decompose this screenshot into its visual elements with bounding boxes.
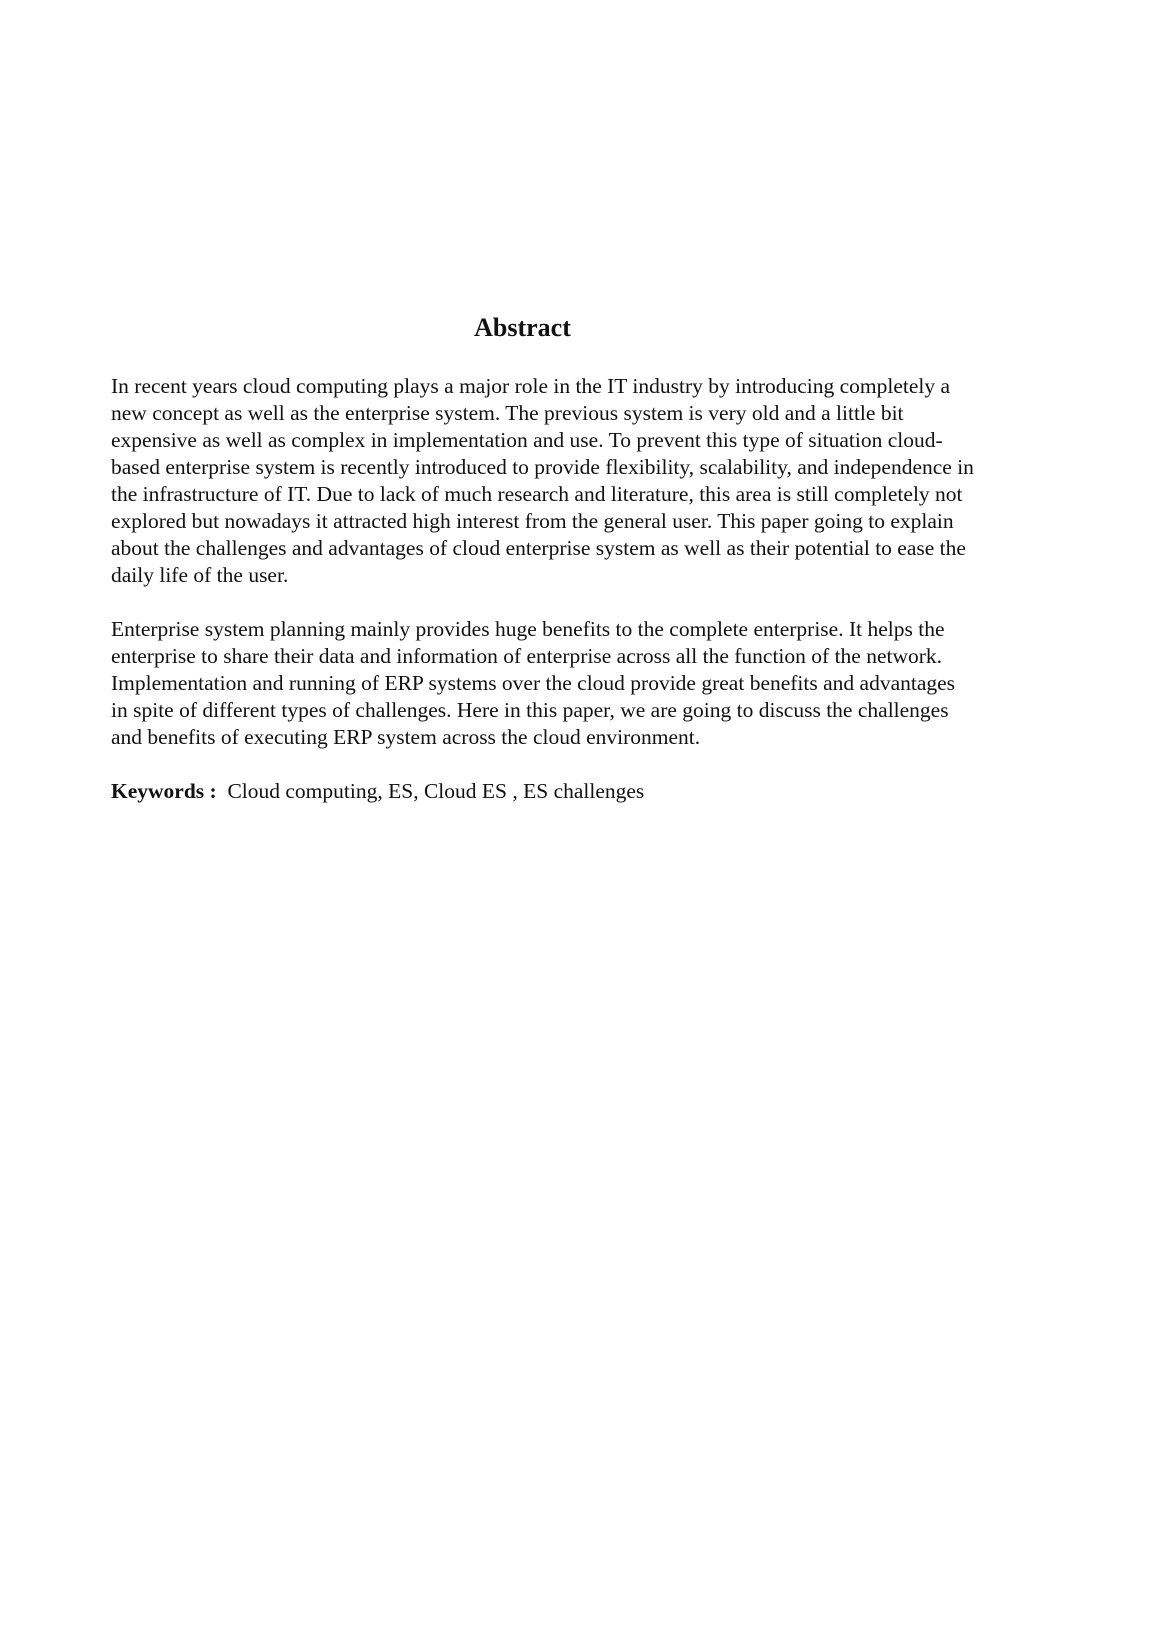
paragraph-line: expensive as well as complex in implementation and use. To prevent this type of situation cloud- <box>111 428 943 452</box>
keywords-value: Cloud computing, ES, Cloud ES , ES challenges <box>227 779 645 803</box>
paragraph-line: and benefits of executing ERP system across the cloud environment. <box>111 725 701 749</box>
paragraph-line: explored but nowadays it attracted high interest from the general user. This paper going to explain <box>111 509 954 533</box>
paragraph-line: the infrastructure of IT. Due to lack of much research and literature, this area is still completely not <box>111 482 963 506</box>
paragraph-line: based enterprise system is recently introduced to provide flexibility, scalability, and independence in <box>111 455 974 479</box>
keywords-line <box>111 778 1061 805</box>
abstract-paragraph-2 <box>111 616 1061 751</box>
paragraph-line: in spite of different types of challenges. Here in this paper, we are going to discuss the challenges <box>111 698 949 722</box>
paragraph-line: new concept as well as the enterprise system. The previous system is very old and a little bit <box>111 401 904 425</box>
abstract-heading: Abstract <box>474 313 571 342</box>
paragraph-line: daily life of the user. <box>111 563 289 587</box>
abstract-paragraph-1 <box>111 373 1061 589</box>
paragraph-line: enterprise to share their data and information of enterprise across all the function of the network. <box>111 644 943 668</box>
paragraph-line: Implementation and running of ERP systems over the cloud provide great benefits and advantages <box>111 671 956 695</box>
paragraph-line: Enterprise system planning mainly provides huge benefits to the complete enterprise. It helps the <box>111 617 945 641</box>
keywords-label: Keywords : <box>111 779 217 803</box>
paragraph-line: In recent years cloud computing plays a major role in the IT industry by introducing completely a <box>111 374 951 398</box>
paragraph-line: about the challenges and advantages of cloud enterprise system as well as their potential to ease the <box>111 536 966 560</box>
abstract-body <box>111 373 1061 805</box>
